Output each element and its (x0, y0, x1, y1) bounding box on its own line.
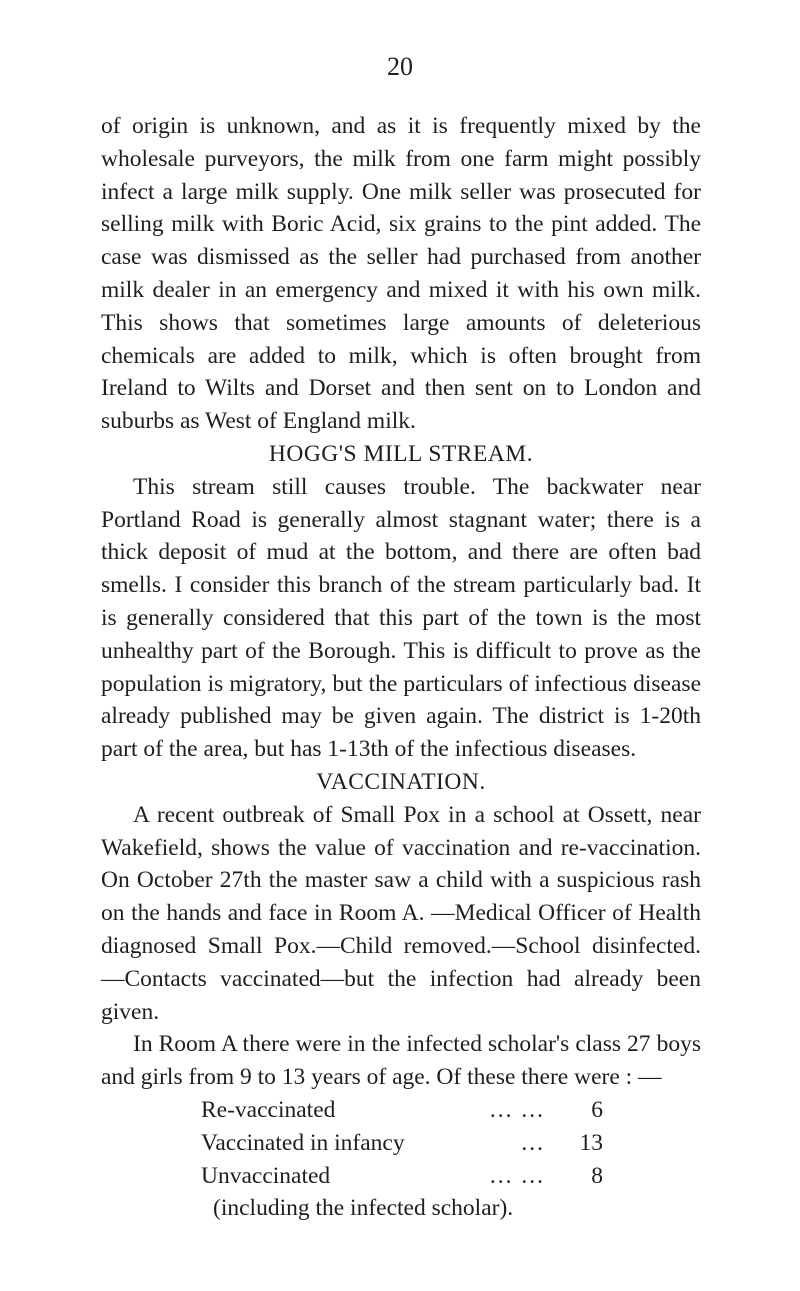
vaccination-paragraph-2: In Room A there were in the infected scholar's class 27 boys and girls from 9 to 13 years of age. Of these there were : — (101, 1031, 701, 1091)
tally-row (201, 1094, 603, 1127)
tally-label: Re-vaccinated (201, 1096, 336, 1123)
page-number: 20 (387, 52, 413, 81)
tally-row (201, 1160, 603, 1193)
tally-leader: ... ... (489, 1096, 545, 1123)
hoggs-mill-heading: HOGG'S MILL STREAM. (268, 440, 534, 467)
tally-label: Vaccinated in infancy (201, 1129, 405, 1156)
tally-leader: ... ... (489, 1162, 545, 1189)
tally-leader: ... (521, 1129, 545, 1156)
tally-value: 8 (591, 1162, 603, 1189)
vaccination-paragraph-1: A recent outbreak of Small Pox in a school at Ossett, near Wakefield, shows the value of vaccination and re-vaccination. On October 27th the master saw a child with a suspicious rash on the hands and face in Room A. —Medical Officer of Health diagnosed Small Pox.—Child removed.—School disinfected.—Contacts vaccinated—but the infection had already been given. (101, 801, 701, 1025)
tally-row (201, 1127, 603, 1160)
page-body (101, 110, 701, 1225)
tally-note: (including the infected scholar). (213, 1195, 514, 1222)
tally-label: Unvaccinated (201, 1162, 331, 1189)
vaccination-tally (201, 1094, 603, 1192)
tally-value: 13 (579, 1129, 603, 1156)
intro-paragraph: of origin is unknown, and as it is frequently mixed by the wholesale purveyors, the milk from one farm might possibly infect a large milk supply. One milk seller was prosecuted for selling milk with Boric Acid, six grains to the pint added. The case was dismissed as the seller had purchased from another milk dealer in an emergency and mixed it with his own milk. This shows that sometimes large amounts of deleterious chemicals are added to milk, which is often brought from Ireland to Wilts and Dorset and then sent on to London and suburbs as West of England milk. (101, 113, 701, 435)
hoggs-mill-paragraph: This stream still causes trouble. The backwater near Portland Road is generally almost stagnant water; there is a thick deposit of mud at the bottom, and there are often bad smells. I consider this branch of the stream particularly bad. It is generally considered that this part of the town is the most unhealthy part of the Borough. This is difficult to prove as the population is migratory, but the particulars of infectious disease already published may be given again. The district is 1-20th part of the area, but has 1-13th of the infectious diseases. (101, 473, 701, 763)
vaccination-heading: VACCINATION. (316, 768, 486, 795)
tally-value: 6 (591, 1096, 603, 1123)
